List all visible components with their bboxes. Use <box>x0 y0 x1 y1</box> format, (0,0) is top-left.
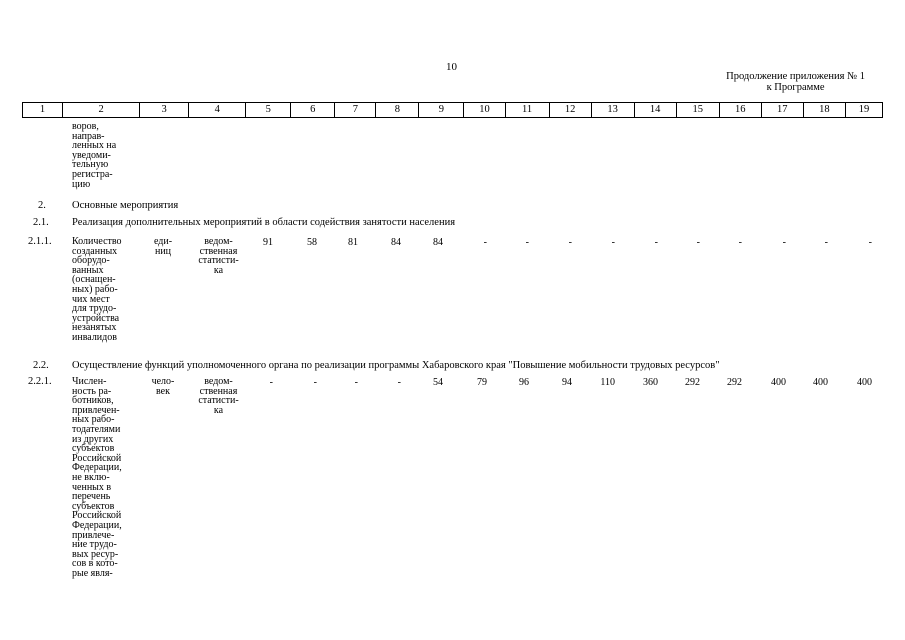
header-col-5: 5 <box>246 103 291 118</box>
value-cell: 360 <box>643 377 658 388</box>
header-col-17: 17 <box>761 103 803 118</box>
header-col-6: 6 <box>291 103 335 118</box>
section-number: 2. <box>38 200 46 211</box>
value-cell: 292 <box>685 377 700 388</box>
header-col-2: 2 <box>63 103 140 118</box>
subsection-title: Осуществление функций уполномоченного органа по реализации программы Хабаровского края "Повышение мобильности трудовых ресурсов" <box>72 360 720 371</box>
header-col-7: 7 <box>335 103 376 118</box>
value-cell: 400 <box>857 377 872 388</box>
indicator-name: Числен- ность ра- ботников, привлечен- ных рабо- тодателями из других субъектов Российской Федерации, не вклю- ченных в перечень субъектов Российской Федерации, привлече- ние трудо- вых ресур- сов в кото- рые явля- <box>72 376 122 579</box>
subsection-number: 2.1. <box>33 217 49 228</box>
header-col-3: 3 <box>140 103 189 118</box>
header-col-4: 4 <box>189 103 246 118</box>
value-cell: - <box>313 377 317 388</box>
header-col-15: 15 <box>676 103 719 118</box>
value-cell: 94 <box>562 377 572 388</box>
page-number: 10 <box>446 61 457 73</box>
indicator-name: Количество созданных оборудо- ванных (оснащен- ных) рабо- чих мест для трудо- устройства незанятых инвалидов <box>72 236 122 343</box>
continued-indicator-name: воров, направ- ленных на уведоми- тельную регистра- цию <box>72 121 117 190</box>
value-cell: 58 <box>307 237 317 248</box>
value-cell: 400 <box>813 377 828 388</box>
header-col-13: 13 <box>591 103 634 118</box>
value-cell: - <box>525 237 529 248</box>
value-cell: 91 <box>263 237 273 248</box>
section-title: Основные мероприятия <box>72 200 179 211</box>
value-cell: 81 <box>348 237 358 248</box>
value-cell: - <box>782 237 786 248</box>
value-cell: - <box>868 237 872 248</box>
subsection-title: Реализация дополнительных мероприятий в области содействия занятости населения <box>72 217 456 228</box>
header-col-16: 16 <box>719 103 761 118</box>
value-cell: 79 <box>477 377 487 388</box>
data-source: ведом- ственная статисти- ка <box>198 236 239 276</box>
unit-of-measure: чело- век <box>151 376 175 397</box>
subsection-number: 2.2. <box>33 360 49 371</box>
header-col-18: 18 <box>803 103 845 118</box>
header-col-8: 8 <box>376 103 419 118</box>
data-source: ведом- ственная статисти- ка <box>198 376 239 416</box>
value-cell: - <box>397 377 401 388</box>
value-cell: - <box>568 237 572 248</box>
value-cell: 110 <box>600 377 615 388</box>
header-col-14: 14 <box>634 103 676 118</box>
column-number-header <box>22 102 883 118</box>
header-col-11: 11 <box>505 103 549 118</box>
appendix-heading-line1: Продолжение приложения № 1 <box>726 71 865 82</box>
value-cell: 84 <box>391 237 401 248</box>
appendix-heading-line2: к Программе <box>766 82 825 93</box>
header-col-9: 9 <box>419 103 464 118</box>
value-cell: 54 <box>433 377 443 388</box>
value-cell: - <box>269 377 273 388</box>
value-cell: - <box>654 237 658 248</box>
value-cell: - <box>611 237 615 248</box>
header-col-10: 10 <box>464 103 505 118</box>
appendix-heading <box>726 71 865 93</box>
unit-of-measure: еди- ниц <box>153 236 173 257</box>
value-cell: 400 <box>771 377 786 388</box>
value-cell: - <box>738 237 742 248</box>
value-cell: - <box>483 237 487 248</box>
header-col-1: 1 <box>23 103 63 118</box>
header-col-19: 19 <box>845 103 882 118</box>
value-cell: - <box>354 377 358 388</box>
value-cell: 96 <box>519 377 529 388</box>
header-col-12: 12 <box>549 103 591 118</box>
value-cell: 84 <box>433 237 443 248</box>
value-cell: - <box>824 237 828 248</box>
row-number: 2.1.1. <box>28 236 52 247</box>
row-number: 2.2.1. <box>28 376 52 387</box>
value-cell: 292 <box>727 377 742 388</box>
value-cell: - <box>696 237 700 248</box>
